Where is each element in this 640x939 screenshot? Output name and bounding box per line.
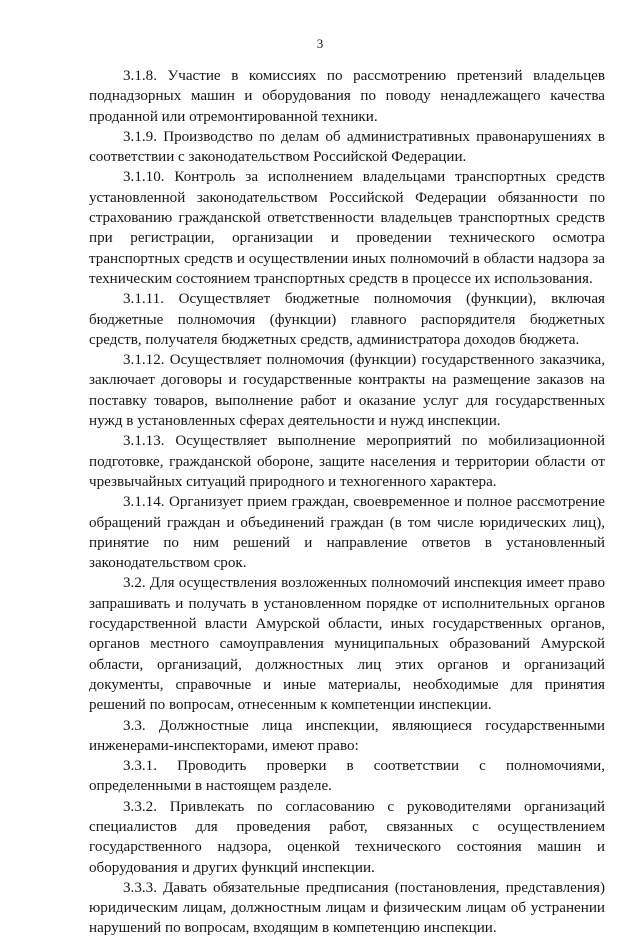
paragraph-3-1-11: 3.1.11. Осуществляет бюджетные полномочия (функции), включая бюджетные полномочия (функции) главного распорядителя бюджетных средств, получателя бюджетных средств, администратора доходов бюджета. xyxy=(89,291,605,348)
page-number: 3 xyxy=(316,36,324,51)
paragraph-3-2: 3.2. Для осуществления возложенных полномочий инспекция имеет право запрашивать и получать в установленном порядке от исполнительных органов государственной власти Амурской области, иных государственных органов, органов местного самоуправления муниципальных образований Амурской области, организаций, должностных лиц этих органов и организаций документы, справочные и иные материалы, необходимые для принятия решений по вопросам, отнесенным к компетенции инспекции. xyxy=(89,575,605,714)
paragraph-3-1-9: 3.1.9. Производство по делам об административных правонарушениях в соответствии с законодательством Российской Федерации. xyxy=(89,128,605,166)
paragraph-3-1-10: 3.1.10. Контроль за исполнением владельцами транспортных средств установленной законодательством Российской Федерации обязанности по страхованию гражданской ответственности владельцев транспортных средств при регистрации, организации и проведении технического осмотра транспортных средств и осуществлении иных полномочий в области надзора за техническим состоянием транспортных средств в процессе их использования. xyxy=(89,169,605,287)
paragraph-3-3-2: 3.3.2. Привлекать по согласованию с руководителями организаций специалистов для проведения работ, связанных с осуществлением государственного надзора, оценкой технического состояния машин и оборудования и других функций инспекции. xyxy=(89,798,605,876)
paragraph-3-3-3: 3.3.3. Давать обязательные предписания (постановления, представления) юридическим лицам, должностным лицам и физическим лицам об устранении нарушений по вопросам, входящим в компетенцию инспекции. xyxy=(89,879,605,937)
paragraph-3-1-13: 3.1.13. Осуществляет выполнение мероприятий по мобилизационной подготовке, гражданской обороне, защите населения и территории области от чрезвычайных ситуаций природного и техногенного характера. xyxy=(89,433,605,490)
paragraph-3-1-8: 3.1.8. Участие в комиссиях по рассмотрению претензий владельцев поднадзорных машин и оборудования по поводу ненадлежащего качества проданной или отремонтированной техники. xyxy=(89,68,605,125)
paragraph-3-1-12: 3.1.12. Осуществляет полномочия (функции) государственного заказчика, заключает договоры и государственные контракты на размещение заказов на поставку товаров, выполнение работ и оказание услуг для государственных нужд в установленных сферах деятельности и нужд инспекции. xyxy=(89,352,605,430)
document-body xyxy=(89,66,605,939)
paragraph-3-1-14: 3.1.14. Организует прием граждан, своевременное и полное рассмотрение обращений граждан и объединений граждан (в том числе юридических лиц), принятие по ним решений и направление ответов в установленный законодательством срок. xyxy=(89,494,605,572)
paragraph-3-3: 3.3. Должностные лица инспекции, являющиеся государственными инженерами-инспекторами, имеют право: xyxy=(89,717,605,754)
paragraph-3-3-1: 3.3.1. Проводить проверки в соответствии с полномочиями, определенными в настоящем разделе. xyxy=(89,758,605,795)
